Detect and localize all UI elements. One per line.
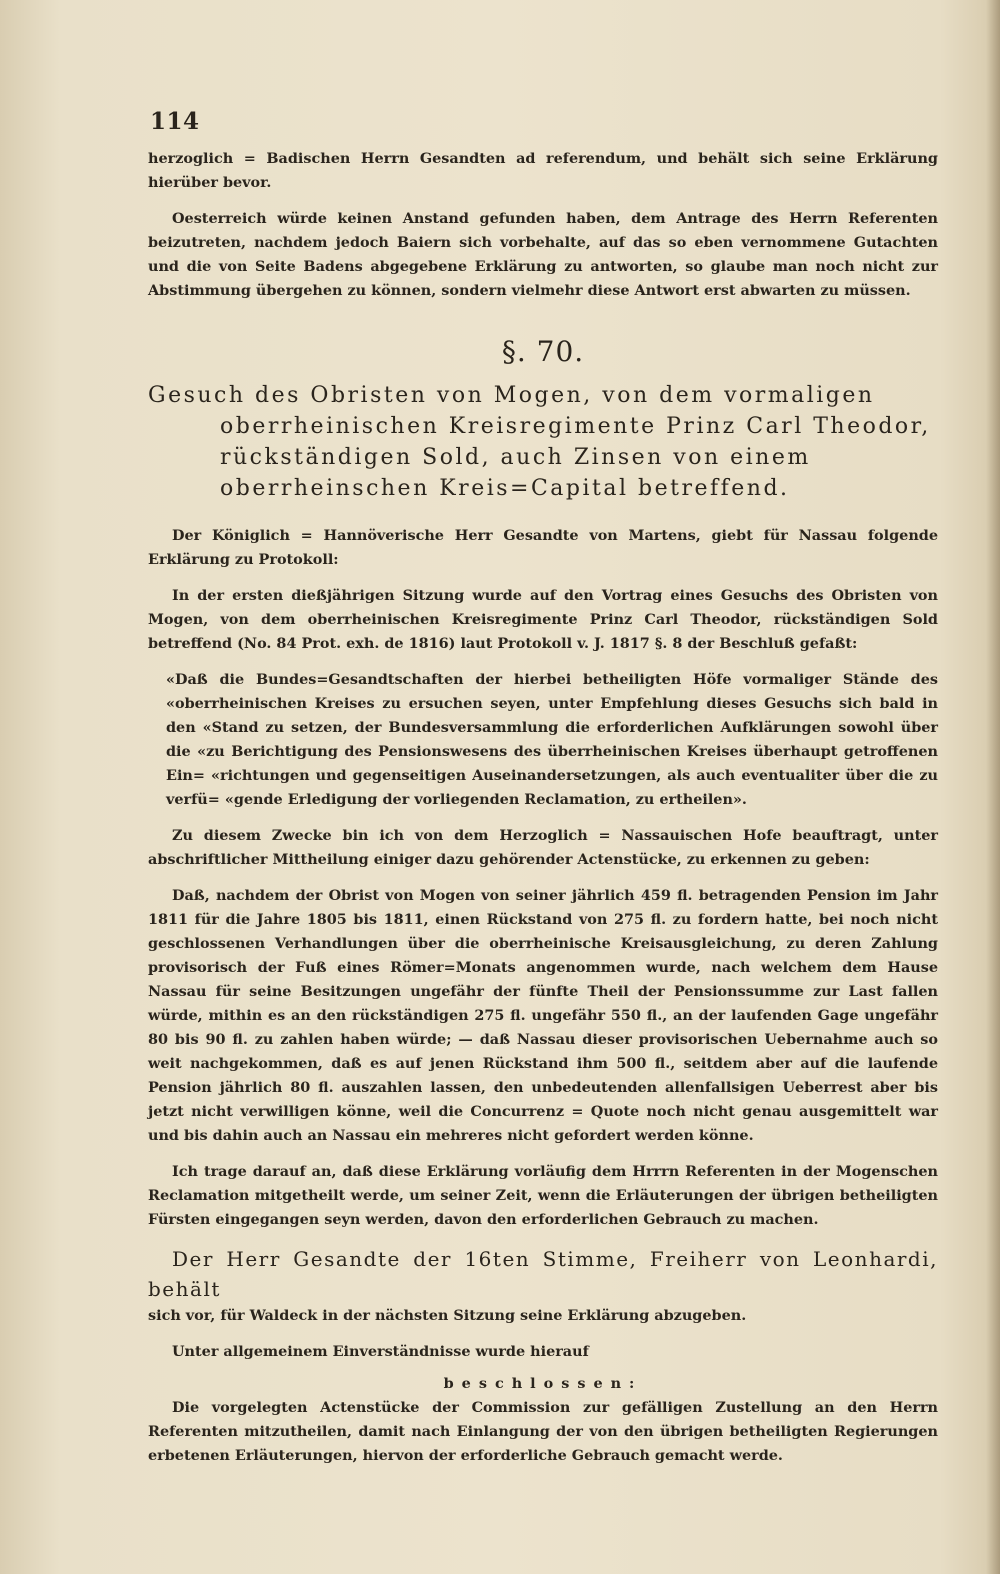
paragraph-resolution: Die vorgelegten Actenstücke der Commission zur gefälligen Zustellung an den Herrn Referenten mitzutheilen, damit nach Einlangung der von den übrigen betheiligten Regierungen erbetenen Erläuterungen, hiervon der erforderliche Gebrauch gemacht werde. xyxy=(148,1399,938,1464)
paragraph-hannover-declaration: Der Königlich = Hannöverische Herr Gesandte von Martens, giebt für Nassau folgende Erklärung zu Protokoll: xyxy=(148,527,938,568)
section-heading: Gesuch des Obristen von Mogen, von dem vormaligen oberrheinischen Kreisregimente Prinz Carl Theodor, rückständigen Sold, auch Zinsen von einem oberrheinschen Kreis=Capital betreffend. xyxy=(148,383,931,501)
section-number: §. 70. xyxy=(501,335,585,368)
resolved-heading: beschlossen: xyxy=(443,1375,643,1392)
page-content xyxy=(148,108,938,1468)
quoted-resolution: «Daß die Bundes=Gesandtschaften der hierbei betheiligten Höfe vormaliger Stände des «oberrheinischen Kreises zu ersuchen seyen, unter Empfehlung dieses Gesuchs sich bald in den «Stand zu setzen, der Bundesversammlung die erforderlichen Aufklärungen sowohl über die «zu Berichtigung des Pensionswesens des überrheinischen Kreises überhaupt getroffenen Ein= «richtungen und gegenseitigen Auseinandersetzungen, als auch eventualiter über die zu verfü= «gende Erledigung der vorliegenden Reclamation, zu ertheilen». xyxy=(166,671,938,808)
paragraph-leonhardi-lead: Der Herr Gesandte der 16ten Stimme, Freiherr von Leonhardi, behält xyxy=(148,1247,938,1301)
paragraph-oesterreich: Oesterreich würde keinen Anstand gefunden haben, dem Antrage des Herrn Referenten beizutreten, nachdem jedoch Baiern sich vorbehalte, auf das so eben vernommene Gutachten und die von Seite Badens abgegebene Erklärung zu antworten, so glaube man noch nicht zur Abstimmung übergehen zu können, sondern vielmehr diese Antwort erst abwarten zu müssen. xyxy=(148,210,938,299)
paragraph-consensus: Unter allgemeinem Einverständnisse wurde hierauf xyxy=(172,1343,589,1360)
paragraph-first-session: In der ersten dießjährigen Sitzung wurde auf den Vortrag eines Gesuchs des Obristen von Mogen, von dem oberrheinischen Kreisregimente Prinz Carl Theodor, rückständigen Sold betreffend (No. 84 Prot. exh. de 1816) laut Protokoll v. J. 1817 §. 8 der Beschluß gefaßt: xyxy=(148,587,938,652)
page-edge-shadow xyxy=(986,0,1000,1574)
paragraph-leonhardi-rest: sich vor, für Waldeck in der nächsten Sitzung seine Erklärung abzugeben. xyxy=(148,1307,747,1324)
paragraph-continuation: herzoglich = Badischen Herrn Gesandten ad referendum, und behält sich seine Erklärung hierüber bevor. xyxy=(148,150,938,191)
page-number: 114 xyxy=(150,108,200,135)
paragraph-motion: Ich trage darauf an, daß diese Erklärung vorläufig dem Hrrrn Referenten in der Mogenschen Reclamation mitgetheilt werde, um seiner Zeit, wenn die Erläuterungen der übrigen betheiligten Fürsten eingegangen seyn werden, davon den erforderlichen Gebrauch zu machen. xyxy=(148,1163,938,1228)
paragraph-nassau-mandate: Zu diesem Zwecke bin ich von dem Herzoglich = Nassauischen Hofe beauftragt, unter abschriftlicher Mittheilung einiger dazu gehörender Actenstücke, zu erkennen zu geben: xyxy=(148,827,938,868)
paragraph-pension-details: Daß, nachdem der Obrist von Mogen von seiner jährlich 459 fl. betragenden Pension im Jahr 1811 für die Jahre 1805 bis 1811, einen Rückstand von 275 fl. zu fordern hatte, bei noch nicht geschlossenen Verhandlungen über die oberrheinische Kreisausgleichung, zu deren Zahlung provisorisch der Fuß eines Römer=Monats angenommen wurde, nach welchem dem Hause Nassau für seine Besitzungen ungefähr der fünfte Theil der Pensionssumme zur Last fallen würde, mithin es an den rückständigen 275 fl. ungefähr 550 fl., an der laufenden Gage ungefähr 80 bis 90 fl. zu zahlen haben würde; — daß Nassau dieser provisorischen Uebernahme auch so weit nachgekommen, daß es auf jenen Rückstand ihm 500 fl., seitdem aber auf die laufende Pension jährlich 80 fl. auszahlen lassen, den unbedeutenden allenfallsigen Ueberrest aber bis jetzt nicht verwilligen könne, weil die Concurrenz = Quote noch nicht genau ausgemittelt war und bis dahin auch an Nassau ein mehreres nicht gefordert werden könne. xyxy=(148,887,938,1144)
